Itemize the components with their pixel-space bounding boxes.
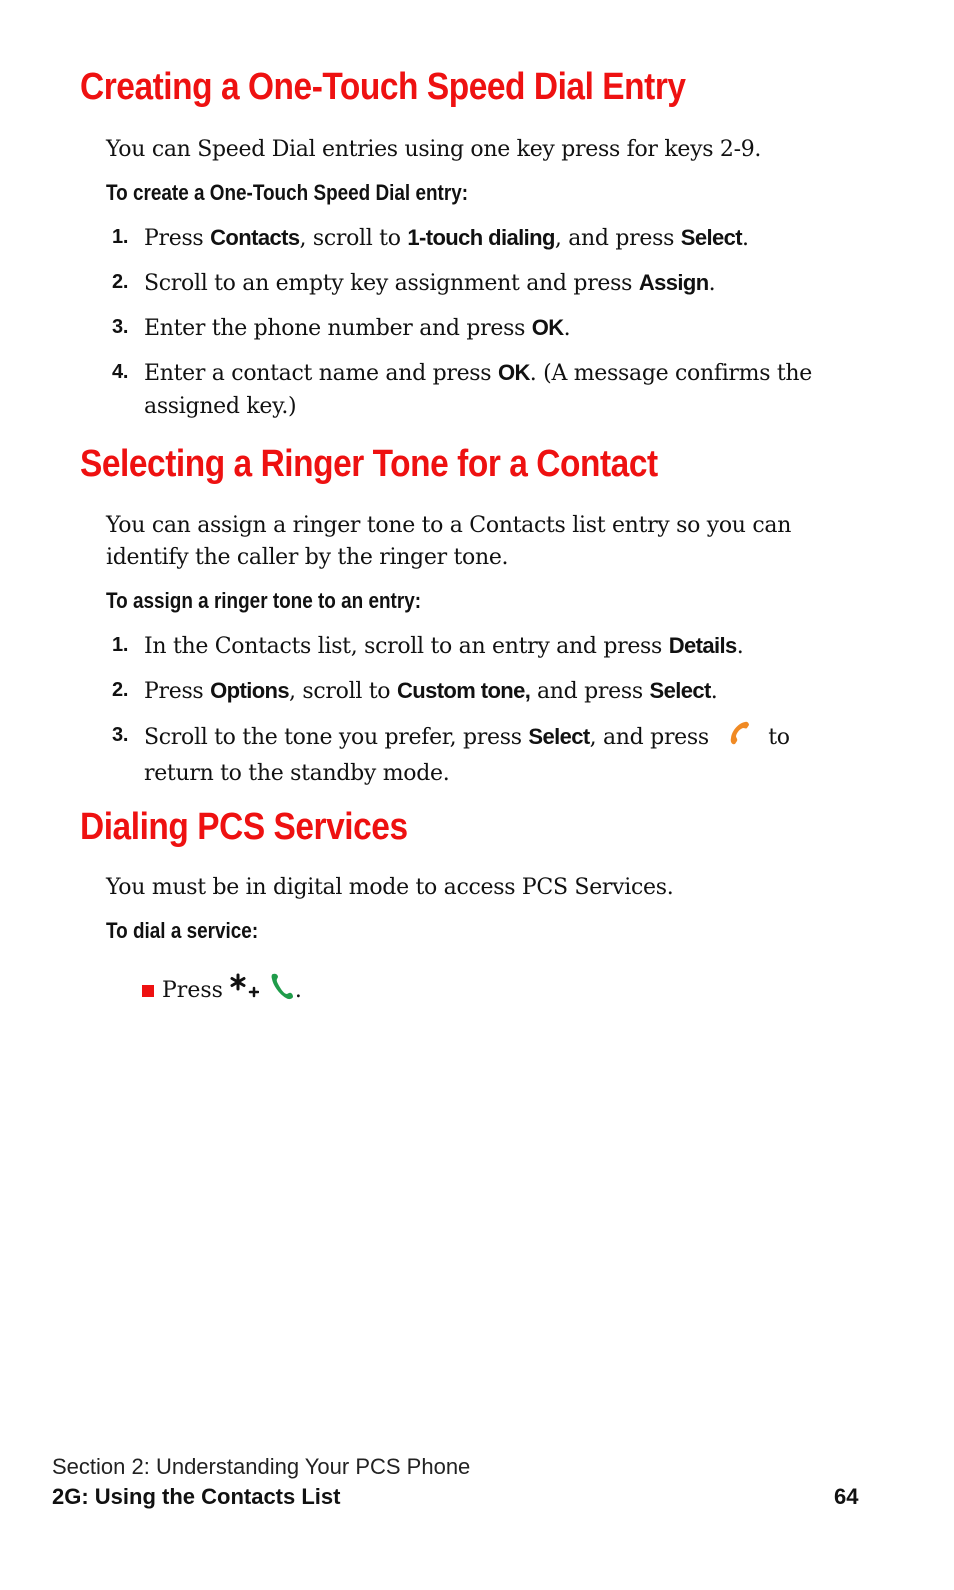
step-number: 2. [112,271,129,293]
procedure-title-pcs-services: To dial a service: [106,918,259,943]
step-number: 1. [112,226,129,248]
step-text: Enter a contact name and press OK. (A message confirms the assigned key.) [144,360,813,419]
step-item [112,221,832,255]
section-intro-ringer-tone: You can assign a ringer tone to a Contacts list entry so you can identify the caller by the ringer tone. [106,513,792,570]
step-text: In the Contacts list, scroll to an entry and press Details. [144,633,744,659]
key-label: Details [668,633,737,658]
footer-chapter-title: 2G: Using the Contacts List [52,1484,341,1509]
menu-label: Custom tone, [396,678,531,703]
step-item [112,266,832,300]
key-label: Select [680,225,742,250]
page-number: 64 [834,1484,859,1509]
bullet-item [142,971,302,1011]
key-label: Select [649,678,711,703]
menu-label: 1-touch dialing [407,225,555,250]
section-intro-pcs-services: You must be in digital mode to access PCS Services. [106,875,674,900]
section-intro-speed-dial: You can Speed Dial entries using one key press for keys 2-9. [106,137,762,162]
key-label: OK [531,315,564,340]
bullet-text: Press [162,978,223,1003]
bullet-square [142,985,154,997]
step-item [112,674,832,708]
step-item [112,356,832,423]
step-number: 4. [112,361,129,383]
bullet-end: . [294,978,302,1003]
step-text: Scroll to an empty key assignment and press Assign. [144,270,716,296]
step-item [112,629,832,663]
key-label: Options [210,678,290,703]
talk-phone-icon [269,971,295,1011]
end-call-phone-icon [726,719,752,757]
step-number: 3. [112,316,129,338]
step-number: 2. [112,679,129,701]
procedure-title-speed-dial: To create a One-Touch Speed Dial entry: [106,180,469,205]
star-key-icon [229,973,259,1009]
step-number: 3. [112,724,129,746]
step-item [112,311,832,345]
section-heading-speed-dial: Creating a One-Touch Speed Dial Entry [80,66,686,108]
step-number: 1. [112,634,129,656]
section-heading-ringer-tone: Selecting a Ringer Tone for a Contact [80,443,658,485]
section-heading-pcs-services: Dialing PCS Services [80,806,408,848]
procedure-title-ringer-tone: To assign a ringer tone to an entry: [106,588,422,613]
key-label: Assign [638,270,709,295]
step-text: Scroll to the tone you prefer, press Select, and press to return to the standby mode. [144,719,832,790]
footer-section-title: Section 2: Understanding Your PCS Phone [52,1454,471,1479]
step-text: Press Options, scroll to Custom tone, and press Select. [144,678,718,704]
step-text: Enter the phone number and press OK. [144,315,571,341]
key-label: OK [497,360,530,385]
step-item [112,719,832,790]
key-label: Select [528,724,590,749]
step-text: Press Contacts, scroll to 1-touch dialing, and press Select. [144,225,749,251]
key-label: Contacts [210,225,300,250]
